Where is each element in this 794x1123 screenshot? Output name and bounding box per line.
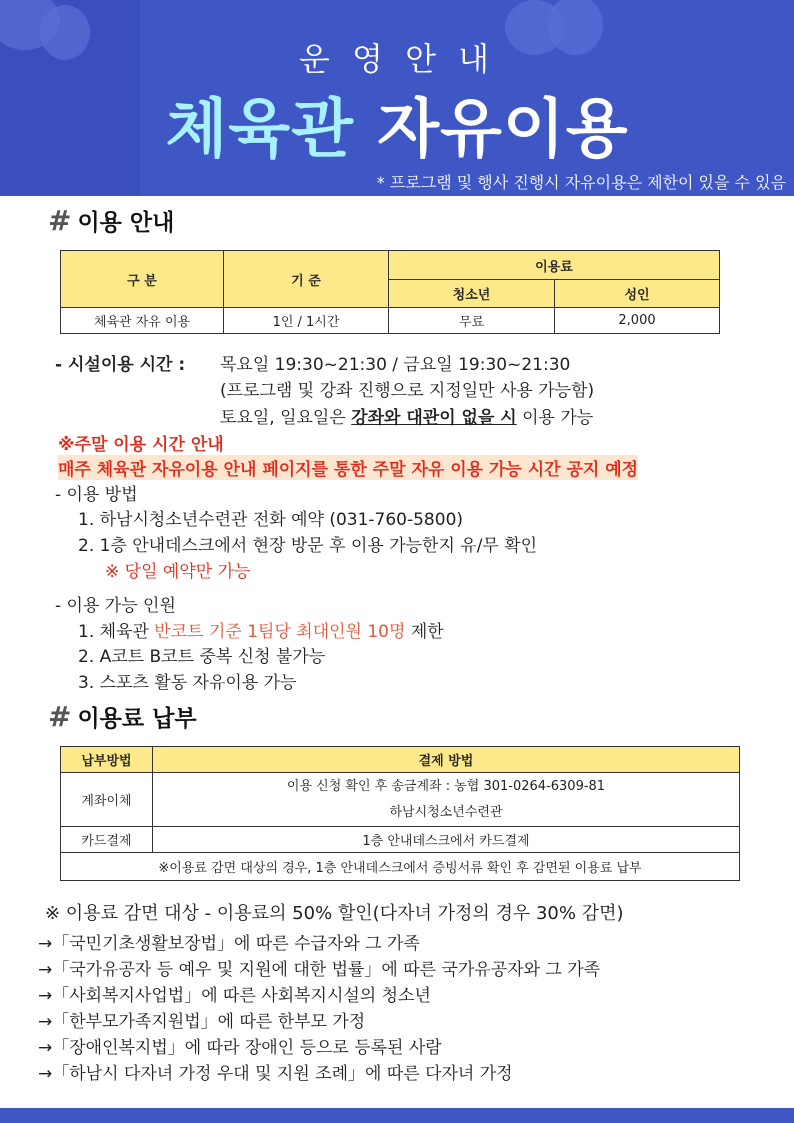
hours-line3-pre: 토요일, 일요일은 — [220, 408, 352, 428]
footer-bar — [0, 1108, 794, 1123]
discount-item: →「하남시 다자녀 가정 우대 및 지원 조례」에 따른 다자녀 가정 — [38, 1064, 513, 1084]
row-transfer-method: 계좌이체 — [61, 773, 153, 827]
transfer-account: 이용 신청 확인 후 송금계좌 : 농협 301-0264-6309-81 — [286, 778, 606, 794]
discount-item: →「국가유공자 등 예우 및 지원에 대한 법률」에 따른 국가유공자와 그 가족 — [38, 960, 601, 980]
section-payment-title — [48, 700, 197, 733]
capacity-item1 — [78, 617, 444, 642]
discount-item: →「장애인복지법」에 따라 장애인 등으로 등록된 사람 — [38, 1038, 442, 1058]
row-category: 체육관 자유 이용 — [61, 308, 224, 334]
col-category-header: 구 분 — [61, 251, 224, 308]
col-standard-header: 기 준 — [224, 251, 389, 308]
weekend-title: ※주말 이용 시간 안내 — [58, 435, 224, 455]
method-note: ※ 당일 예약만 가능 — [105, 562, 251, 582]
row-standard: 1인 / 1시간 — [224, 308, 389, 334]
row-card-way: 1층 안내데스크에서 카드결제 — [153, 827, 740, 853]
method-label: - 이용 방법 — [55, 485, 138, 505]
header-note: * 프로그램 및 행사 진행시 자유이용은 제한이 있을 수 있음 — [376, 173, 786, 192]
hash-icon: # — [48, 204, 72, 237]
row-card-method: 카드결제 — [61, 827, 153, 853]
row-adult-fee: 2,000 — [555, 308, 720, 334]
header-banner — [0, 0, 794, 196]
row-youth-fee: 무료 — [389, 308, 555, 334]
capacity-item3: 3. 스포츠 활동 자유이용 가능 — [78, 673, 297, 693]
method-item1: 1. 하남시청소년수련관 전화 예약 (031-760-5800) — [78, 510, 464, 530]
section-usage-label: 이용 안내 — [77, 210, 175, 236]
col-way-header: 결제 방법 — [153, 747, 740, 773]
hours-line3-underline: 강좌와 대관이 없을 시 — [351, 408, 517, 428]
payment-table — [60, 746, 740, 881]
discount-item: →「한부모가족지원법」에 따른 한부모 가정 — [38, 1012, 366, 1032]
hours-label: - 시설이용 시간 : — [55, 355, 186, 375]
discount-item: →「국민기초생활보장법」에 따른 수급자와 그 가족 — [38, 934, 420, 954]
discount-title: ※ 이용료 감면 대상 - 이용료의 50% 할인(다자녀 가정의 경우 30% 감면) — [45, 903, 624, 924]
section-usage-title — [48, 204, 174, 237]
hash-icon: # — [48, 700, 72, 733]
capacity-item1-pre: 1. 체육관 — [78, 622, 155, 642]
hours-line3 — [220, 403, 593, 428]
capacity-item1-highlight: 반코트 기준 1팀당 최대인원 10명 — [154, 622, 406, 642]
method-item2: 2. 1층 안내데스크에서 현장 방문 후 이용 가능한지 유/무 확인 — [78, 536, 538, 556]
weekend-desc: 매주 체육관 자유이용 안내 페이지를 통한 주말 자유 이용 가능 시간 공지 예정 — [58, 455, 638, 480]
payment-note: ※이용료 감면 대상의 경우, 1층 안내데스크에서 증빙서류 확인 후 감면된 이용료 납부 — [61, 853, 740, 881]
page-title — [0, 78, 794, 170]
discount-item: →「사회복지사업법」에 따른 사회복지시설의 청소년 — [38, 986, 431, 1006]
transfer-holder: 하남시청소년수련관 — [389, 804, 503, 820]
fee-table — [60, 250, 720, 334]
title-accent: 체육관 — [165, 93, 354, 167]
title-rest: 자유이용 — [377, 93, 629, 167]
section-payment-label: 이용료 납부 — [77, 706, 197, 732]
hours-line1: 목요일 19:30~21:30 / 금요일 19:30~21:30 — [220, 355, 571, 375]
hours-line3-post: 이용 가능 — [516, 408, 594, 428]
capacity-item1-post: 제한 — [405, 622, 444, 642]
col-fee-header: 이용료 — [389, 251, 720, 280]
row-transfer-way — [153, 773, 740, 827]
col-method-header: 납부방법 — [61, 747, 153, 773]
col-youth-header: 청소년 — [389, 280, 555, 308]
col-adult-header: 성인 — [555, 280, 720, 308]
capacity-item2: 2. A코트 B코트 중복 신청 불가능 — [78, 647, 326, 667]
hours-line2: (프로그램 및 강좌 진행으로 지정일만 사용 가능함) — [220, 381, 595, 401]
capacity-label: - 이용 가능 인원 — [55, 596, 176, 616]
header-subtitle: 운 영 안 내 — [298, 40, 496, 78]
